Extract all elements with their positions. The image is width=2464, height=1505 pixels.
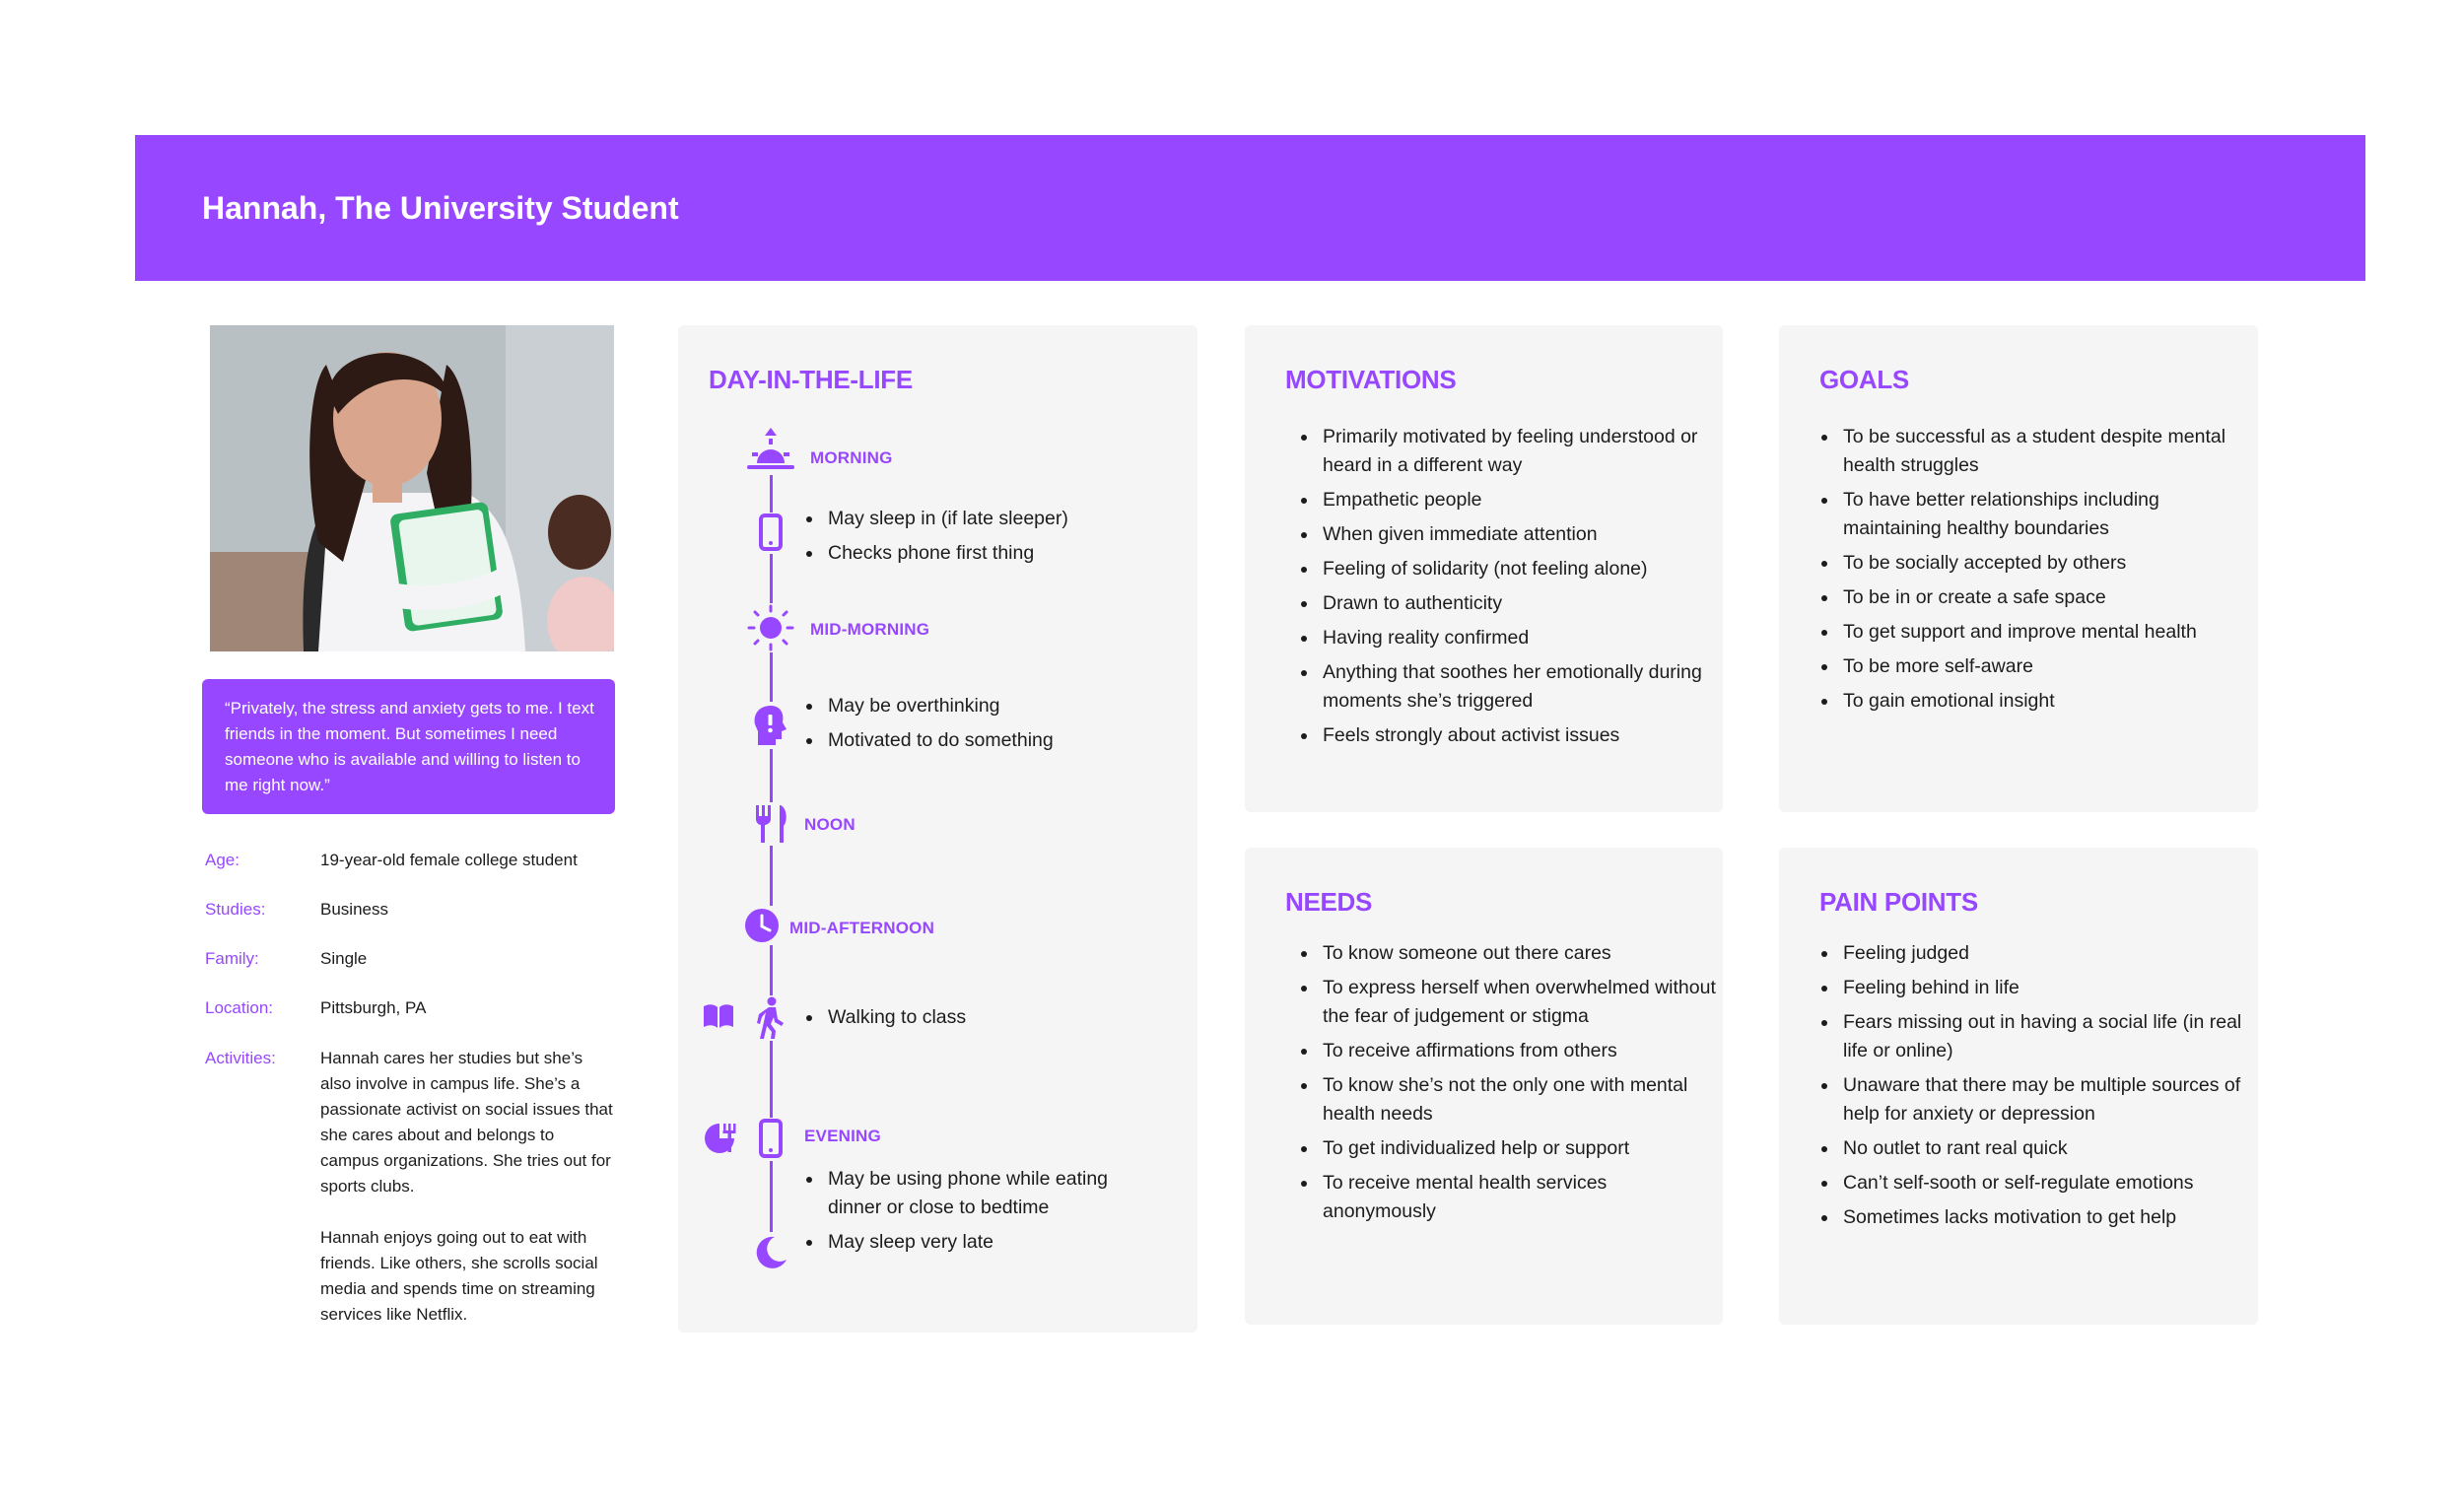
- goals-title: GOALS: [1819, 365, 1909, 394]
- list-item: • Checks phone first thing: [824, 539, 1159, 568]
- thinking-head-icon: [749, 702, 792, 749]
- family-value: Single: [320, 949, 368, 968]
- persona-quote: “Privately, the stress and anxiety gets to me. I text friends in the moment. But sometimes I need someone who is available and willing to listen to me right now.”: [202, 679, 615, 814]
- motivations-list: [1299, 423, 1723, 756]
- list-item: • To get support and improve mental health: [1839, 618, 2253, 647]
- pain-points-list: [1819, 939, 2253, 1238]
- list-item: • To be more self-aware: [1839, 652, 2253, 681]
- list-item: • May be overthinking: [824, 692, 1159, 720]
- list-item: • To have better relationships including maintaining healthy boundaries: [1839, 486, 2253, 543]
- persona-photo-illustration: [210, 325, 614, 651]
- activities-paragraph-2: Hannah enjoys going out to eat with friends. Like others, she scrolls social media and spends time on streaming services like Netflix.: [320, 1228, 598, 1324]
- timeline-label-evening: EVENING: [804, 1127, 881, 1145]
- list-item: • May sleep very late: [824, 1228, 1159, 1257]
- list-item: • Can’t self-sooth or self-regulate emotions: [1839, 1169, 2253, 1197]
- phone-icon: [754, 513, 787, 554]
- list-item: • Sometimes lacks motivation to get help: [1839, 1203, 2253, 1232]
- activities-paragraph-1: Hannah cares her studies but she’s also involve in campus life. She’s a passionate activist on social issues that she cares about and belongs to campus organizations. She tries out for sports clubs.: [320, 1049, 613, 1196]
- list-item: • No outlet to rant real quick: [1839, 1134, 2253, 1163]
- list-item: • Unaware that there may be multiple sources of help for anxiety or depression: [1839, 1071, 2253, 1129]
- list-item: • To receive affirmations from others: [1319, 1037, 1723, 1065]
- timeline-label-noon: NOON: [804, 815, 856, 834]
- list-item: • To get individualized help or support: [1319, 1134, 1723, 1163]
- timeline-label-mid-morning: MID-MORNING: [810, 620, 930, 639]
- list-item: • Feeling judged: [1839, 939, 2253, 968]
- list-item: • Having reality confirmed: [1319, 624, 1723, 652]
- motivations-title: MOTIVATIONS: [1285, 365, 1457, 394]
- list-item: • To be successful as a student despite mental health struggles: [1839, 423, 2253, 480]
- sunrise-icon: [745, 426, 796, 475]
- timeline-label-morning: MORNING: [810, 448, 893, 467]
- evening-phone-icon: [753, 1118, 788, 1161]
- mid-morning-list: [804, 692, 1159, 761]
- activities-value: [320, 1046, 616, 1328]
- list-item: • To be in or create a safe space: [1839, 583, 2253, 612]
- day-in-life-title: DAY-IN-THE-LIFE: [709, 365, 913, 394]
- list-item: • Walking to class: [824, 1003, 1159, 1032]
- list-item: • Feels strongly about activist issues: [1319, 721, 1723, 750]
- fork-knife-icon: [748, 802, 793, 846]
- pain-points-title: PAIN POINTS: [1819, 887, 1978, 917]
- location-label: Location:: [205, 998, 273, 1017]
- list-item: • Primarily motivated by feeling understood or heard in a different way: [1319, 423, 1723, 480]
- list-item: • To know someone out there cares: [1319, 939, 1723, 968]
- list-item: • To know she’s not the only one with mental health needs: [1319, 1071, 1723, 1129]
- moon-icon: [749, 1232, 790, 1273]
- goals-list: [1819, 423, 2253, 721]
- list-item: • May sleep in (if late sleeper): [824, 505, 1159, 533]
- age-label: Age:: [205, 851, 240, 869]
- list-item: • To be socially accepted by others: [1839, 549, 2253, 578]
- list-item: • To receive mental health services anonymously: [1319, 1169, 1723, 1226]
- book-icon: [702, 1000, 735, 1032]
- list-item: • To express herself when overwhelmed without the fear of judgement or stigma: [1319, 974, 1723, 1031]
- location-value: Pittsburgh, PA: [320, 998, 427, 1017]
- dinner-icon: [702, 1121, 737, 1156]
- list-item: • When given immediate attention: [1319, 520, 1723, 549]
- age-value: 19-year-old female college student: [320, 851, 578, 869]
- needs-list: [1299, 939, 1723, 1232]
- mid-afternoon-list: [804, 1003, 1159, 1038]
- list-item: • May be using phone while eating dinner or close to bedtime: [824, 1165, 1159, 1222]
- timeline-label-mid-afternoon: MID-AFTERNOON: [789, 919, 935, 937]
- family-label: Family:: [205, 949, 259, 968]
- list-item: • Anything that soothes her emotionally during moments she’s triggered: [1319, 658, 1723, 716]
- list-item: • To gain emotional insight: [1839, 687, 2253, 716]
- list-item: • Empathetic people: [1319, 486, 1723, 514]
- persona-photo: [210, 325, 614, 651]
- clock-icon: [743, 906, 781, 945]
- walking-icon: [749, 995, 792, 1041]
- evening-list: [804, 1165, 1159, 1263]
- list-item: • Feeling of solidarity (not feeling alone): [1319, 555, 1723, 583]
- morning-list: [804, 505, 1159, 574]
- activities-label: Activities:: [205, 1049, 276, 1067]
- list-item: • Motivated to do something: [824, 726, 1159, 755]
- list-item: • Drawn to authenticity: [1319, 589, 1723, 618]
- needs-title: NEEDS: [1285, 887, 1373, 917]
- studies-value: Business: [320, 900, 388, 919]
- sun-icon: [746, 603, 795, 652]
- list-item: • Feeling behind in life: [1839, 974, 2253, 1002]
- page-title: Hannah, The University Student: [202, 190, 679, 226]
- header-banner: [135, 135, 2365, 281]
- studies-label: Studies:: [205, 900, 266, 919]
- list-item: • Fears missing out in having a social life (in real life or online): [1839, 1008, 2253, 1065]
